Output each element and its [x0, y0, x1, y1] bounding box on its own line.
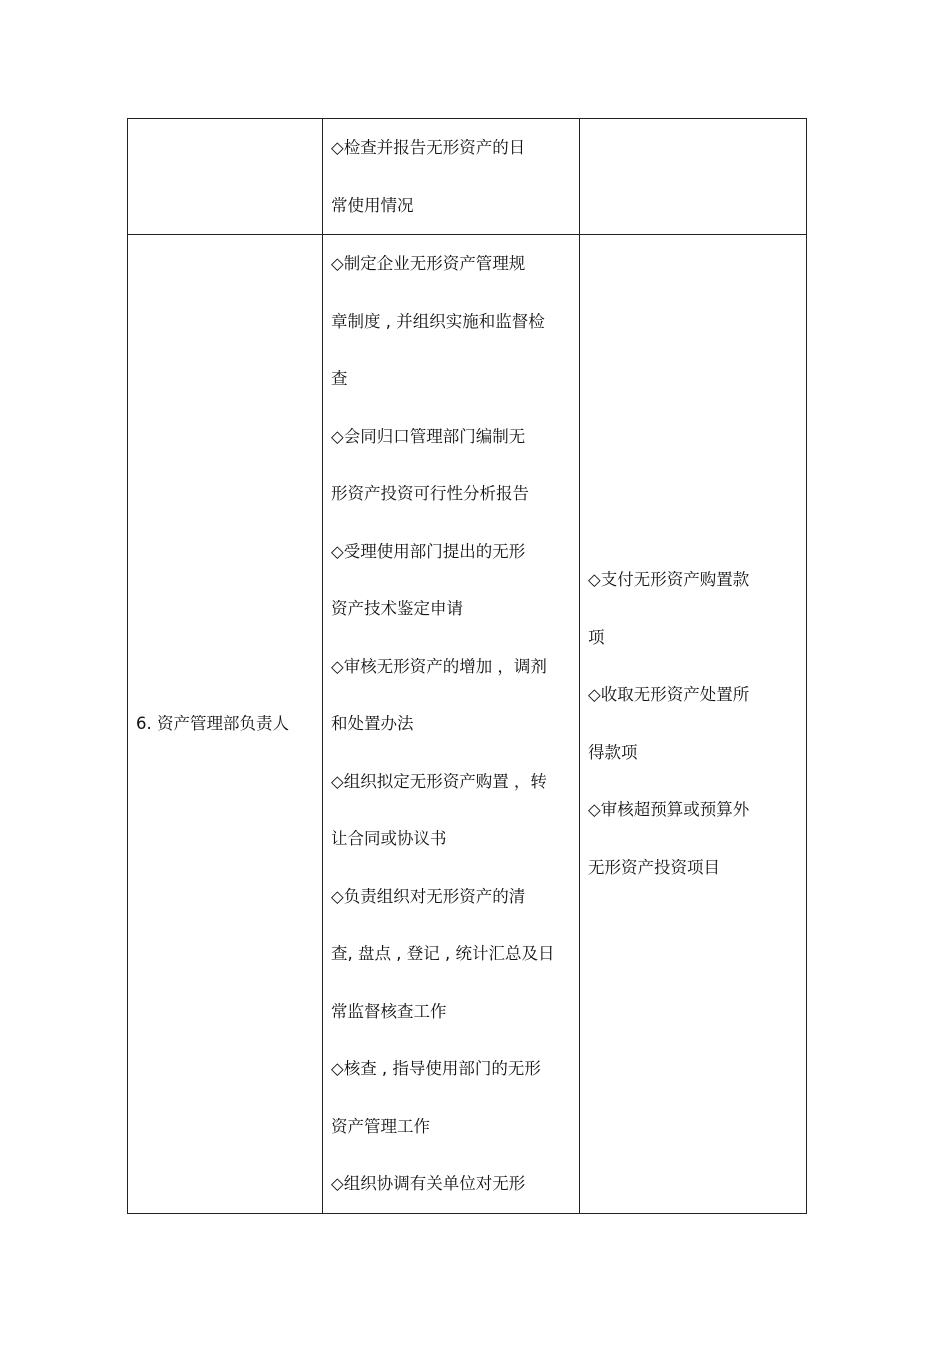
duty-line: 常监督核查工作: [331, 1001, 447, 1021]
duty-line: 资产管理工作: [331, 1116, 430, 1136]
duty-line: ◇审核无形资产的增加 ，调剂: [331, 656, 547, 676]
duty-line: ◇组织拟定无形资产购置 ，转: [331, 771, 547, 791]
finance-line: ◇审核超预算或预算外: [588, 800, 750, 820]
duty-line: 常使用情况: [331, 195, 414, 215]
duty-line: 资产技术鉴定申请: [331, 599, 463, 618]
duty-line: ◇会同归口管理部门编制无: [331, 426, 526, 446]
duty-line: 查: [331, 369, 348, 388]
duty-line: 查, 盘点 , 登记 , 统计汇总及日: [331, 944, 555, 963]
duty-line: ◇负责组织对无形资产的清: [331, 886, 526, 906]
duty-line: ◇组织协调有关单位对无形: [331, 1174, 526, 1193]
duty-line: 让合同或协议书: [331, 829, 447, 848]
duty-line: 和处置办法: [331, 714, 414, 733]
responsibility-table: [127, 118, 807, 1214]
duty-line: ◇制定企业无形资产管理规: [331, 254, 526, 273]
duties-cell: [323, 119, 580, 235]
duty-line: ◇受理使用部门提出的无形: [331, 541, 526, 561]
finance-line: ◇收取无形资产处置所: [588, 685, 750, 705]
duties-cell: [323, 235, 580, 1214]
finance-line: 无形资产投资项目: [588, 857, 720, 877]
finance-line: 项: [588, 627, 605, 647]
finance-cell: [580, 235, 807, 1214]
finance-cell: [580, 119, 807, 235]
finance-line: 得款项: [588, 742, 638, 762]
role-label: 6. 资产管理部负责人: [136, 714, 289, 733]
duty-line: ◇核查 , 指导使用部门的无形: [331, 1059, 541, 1078]
role-cell: [128, 119, 323, 235]
duty-line: ◇检查并报告无形资产的日: [331, 138, 526, 157]
role-cell: [128, 235, 323, 1214]
table-row: [128, 235, 807, 1214]
duty-line: 章制度 , 并组织实施和监督检: [331, 311, 545, 331]
table-row: [128, 119, 807, 235]
duty-line: 形资产投资可行性分析报告: [331, 484, 529, 503]
finance-line: ◇支付无形资产购置款: [588, 570, 750, 590]
